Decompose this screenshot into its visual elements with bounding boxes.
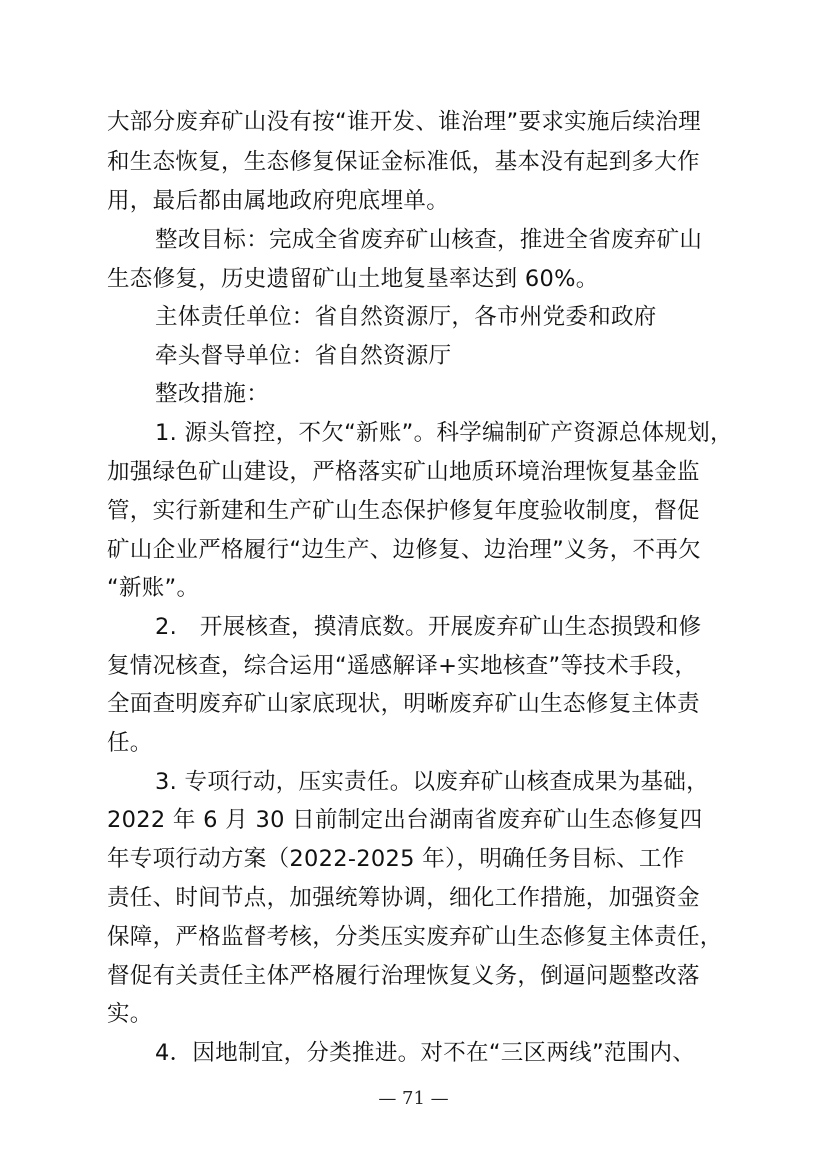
text-line: 牵头督导单位：省自然资源厅 <box>155 343 452 369</box>
text-line: “新账”。 <box>107 575 200 601</box>
text-line: 2022 年 6 月 30 日前制定出台湖南省废弃矿山生态修复四 <box>107 807 703 833</box>
text-line: 3. 专项行动，压实责任。以废弃矿山核查成果为基础， <box>155 769 709 795</box>
text-line: 4．因地制宜，分类推进。对不在“三区两线”范围内、 <box>155 1040 696 1066</box>
text-line: 任。 <box>107 730 153 756</box>
page-number: — 71 — <box>378 1088 449 1109</box>
text-line: 生态修复，历史遗留矿山土地复垦率达到 60%。 <box>107 266 599 292</box>
text-line: 整改目标：完成全省废弃矿山核查，推进全省废弃矿山 <box>155 227 703 253</box>
text-line: 大部分废弃矿山没有按“谁开发、谁治理”要求实施后续治理 <box>107 109 701 135</box>
text-line: 矿山企业严格履行“边生产、边修复、边治理”义务，不再欠 <box>107 537 701 563</box>
text-line: 督促有关责任主体严格履行治理恢复义务，倒逼问题整改落 <box>107 963 700 989</box>
text-line: 2. 开展核查，摸清底数。开展废弃矿山生态损毁和修 <box>155 614 702 640</box>
text-line: 年专项行动方案（2022-2025 年），明确任务目标、工作 <box>107 846 685 872</box>
text-line: 用，最后都由属地政府兜底埋单。 <box>107 188 450 214</box>
text-line: 主体责任单位：省自然资源厅，各市州党委和政府 <box>155 304 657 330</box>
text-line: 整改措施： <box>155 381 270 407</box>
text-line: 全面查明废弃矿山家底现状，明晰废弃矿山生态修复主体责 <box>107 691 700 717</box>
text-line: 管，实行新建和生产矿山生态保护修复年度验收制度，督促 <box>107 498 700 524</box>
text-line: 加强绿色矿山建设，严格落实矿山地质环境治理恢复基金监 <box>107 459 700 485</box>
text-line: 和生态恢复，生态修复保证金标准低，基本没有起到多大作 <box>107 149 700 175</box>
text-line: 复情况核查，综合运用“遥感解译+实地核查”等技术手段， <box>107 653 698 679</box>
text-line: 保障，严格监督考核，分类压实废弃矿山生态修复主体责任， <box>107 924 723 950</box>
text-line: 责任、时间节点，加强统筹协调，细化工作措施，加强资金 <box>107 885 700 911</box>
text-line: 实。 <box>107 1001 153 1027</box>
text-line: 1. 源头管控，不欠“新账”。科学编制矿产资源总体规划， <box>155 420 733 446</box>
